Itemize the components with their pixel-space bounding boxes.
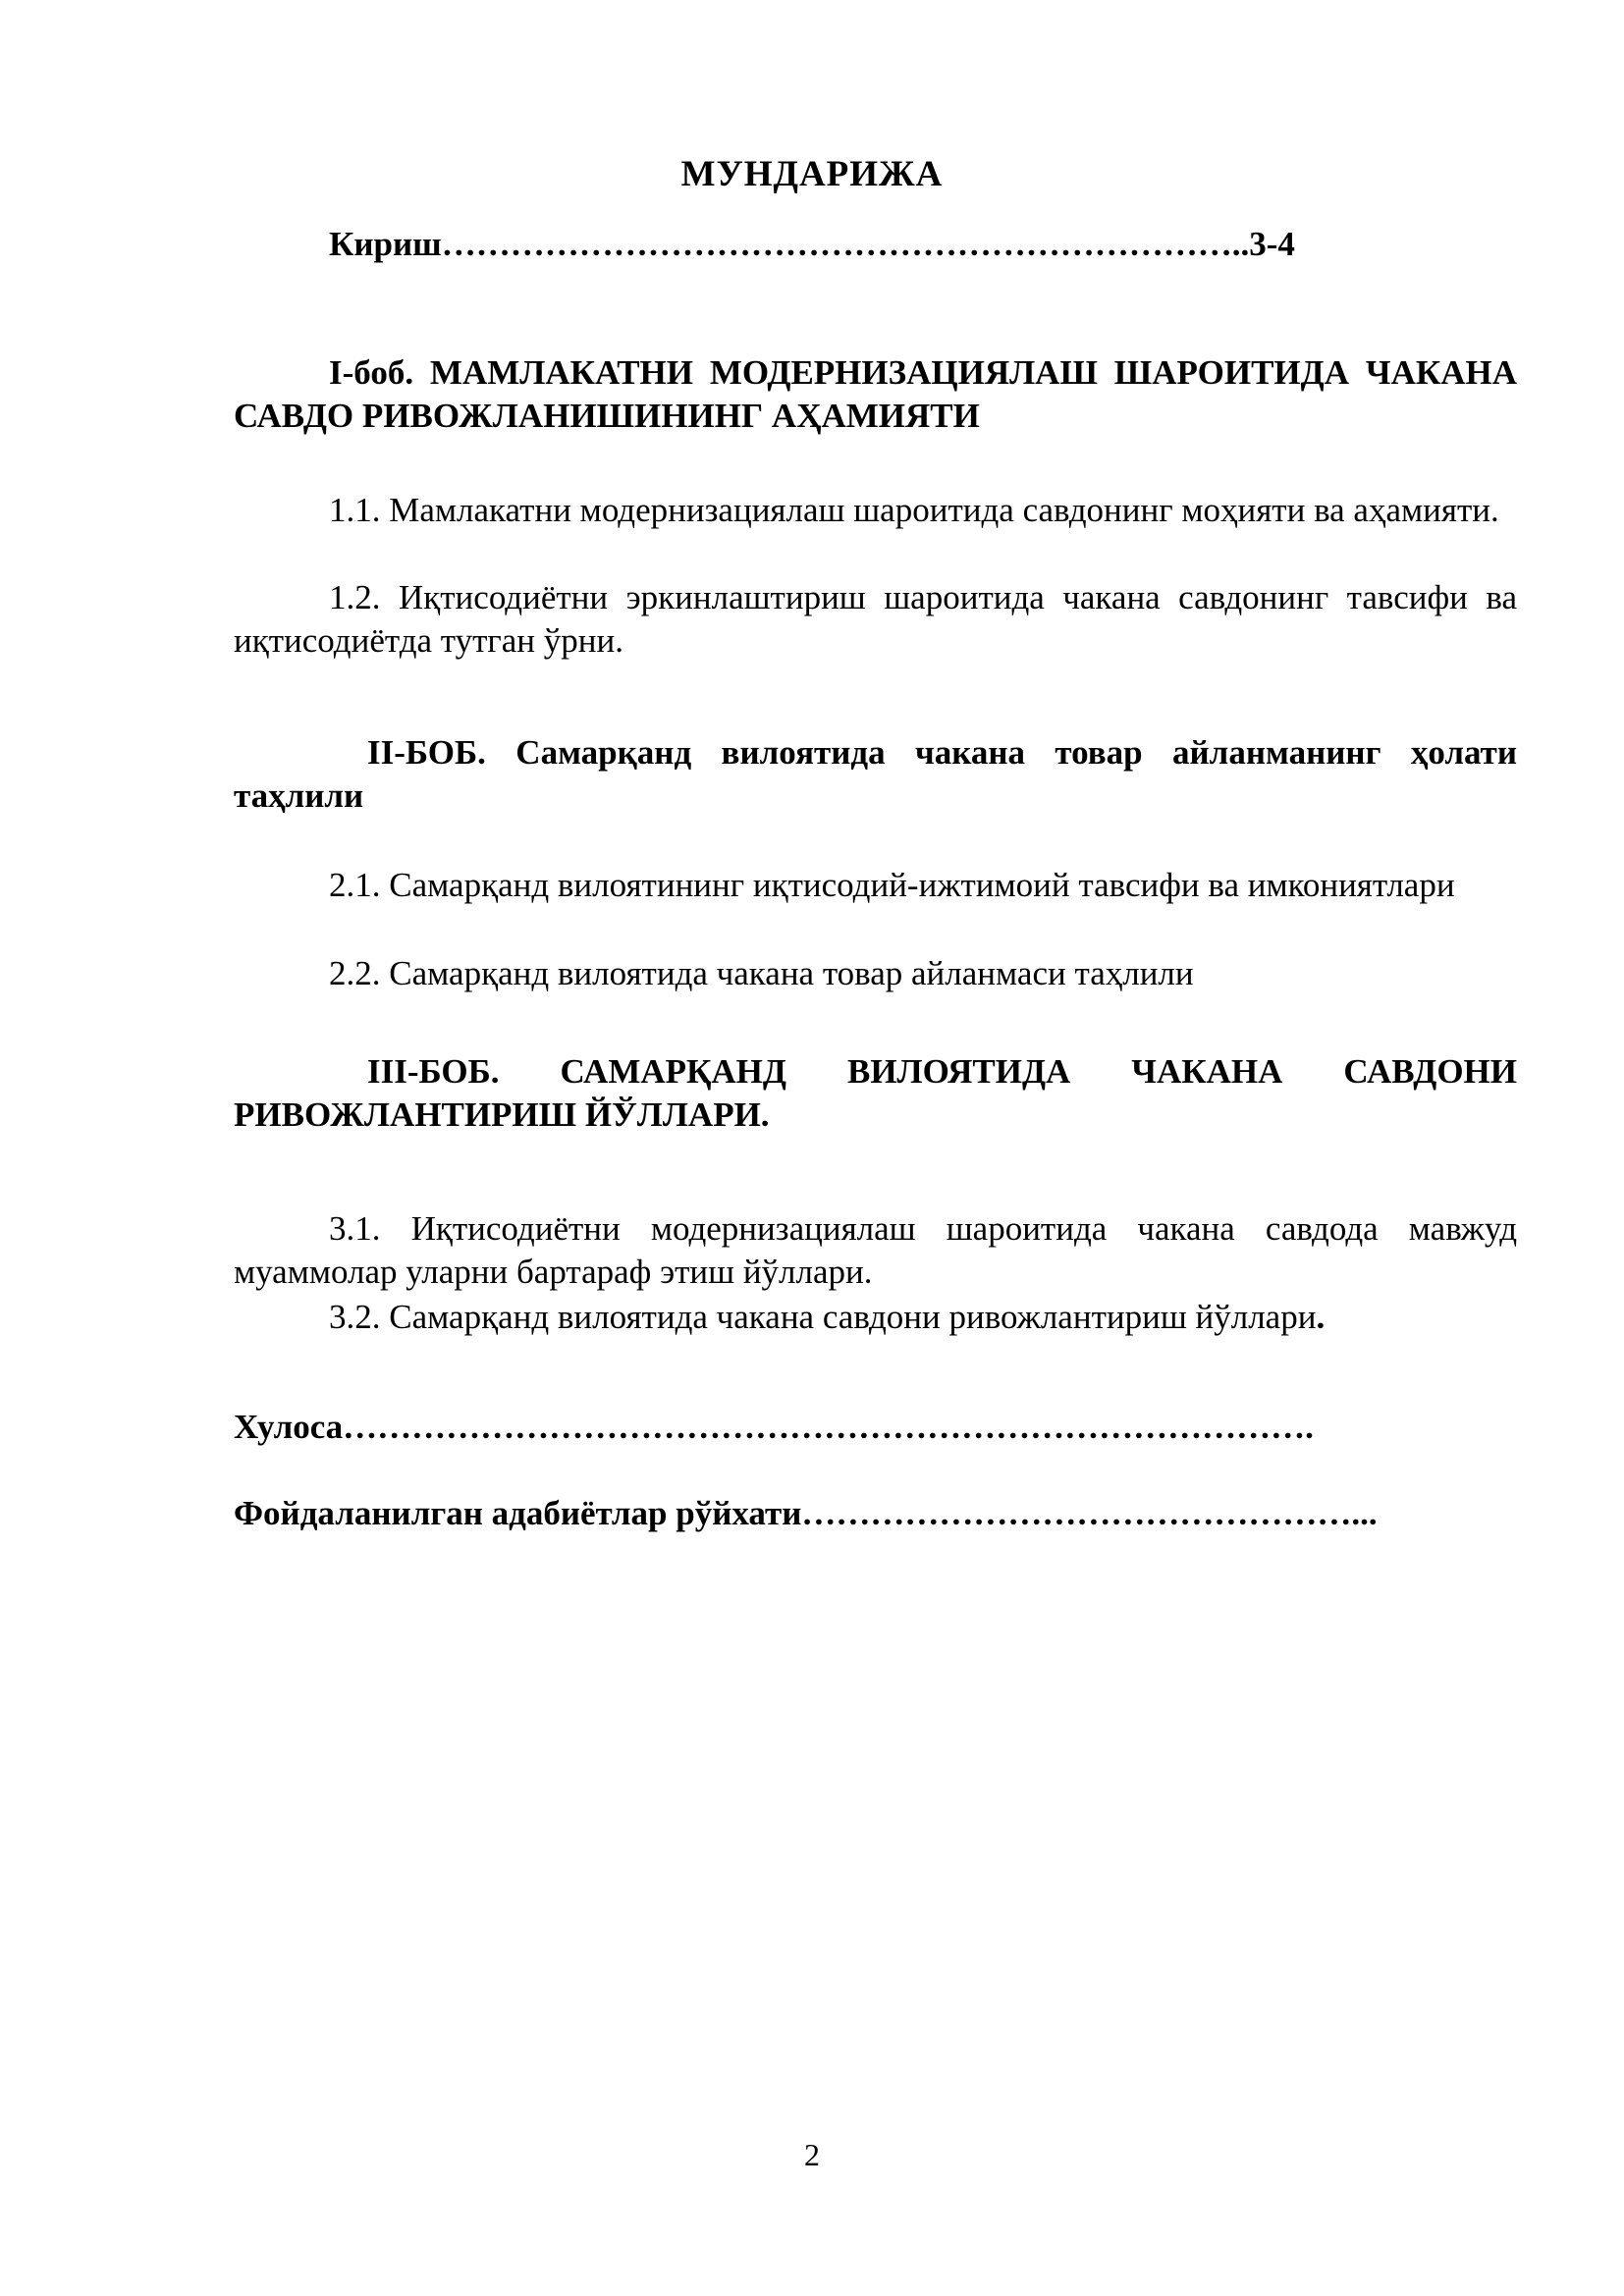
chapter-2-heading: II-БОБ. Самарқанд вилоятида чакана товар айланманинг ҳолати таҳлили — [234, 733, 1517, 815]
page-number: 2 — [804, 2137, 820, 2172]
toc-entry-conclusion — [234, 1406, 1490, 1449]
section-2-1: 2.1. Самарқанд вилоятининг иқтисодий-ижтимоий тавсифи ва имкониятлари — [329, 866, 1455, 904]
section-3-2-text: 3.2. Самарқанд вилоятида чакана савдони ривожлантириш йўллари — [329, 1298, 1317, 1336]
section-1-1: 1.1. Мамлакатни модернизациялаш шароитида савдонинг моҳияти ва аҳамияти. — [329, 491, 1499, 529]
toc-intro-leader: …………………………………………………………….. — [441, 225, 1250, 263]
chapter-1-heading: I-боб. МАМЛАКАТНИ МОДЕРНИЗАЦИЯЛАШ ШАРОИТИДА ЧАКАНА САВДО РИВОЖЛАНИШИНИНГ АҲАМИЯТИ — [234, 353, 1517, 435]
toc-intro-pages: 3-4 — [1249, 225, 1295, 263]
toc-entry-references — [234, 1492, 1520, 1535]
section-3-2 — [329, 1296, 1325, 1339]
section-3-1: 3.1. Иқтисодиётни модернизациялаш шароитида чакана савдода мавжуд муаммолар уларни бартараф этиш йўллари. — [234, 1209, 1517, 1291]
page-title: МУНДАРИЖА — [680, 154, 944, 194]
toc-references-leader: …………………………………………... — [801, 1494, 1378, 1532]
section-1-2: 1.2. Иқтисодиётни эркинлаштириш шароитида чакана савдонинг тавсифи ва иқтисодиётда тутган ўрни. — [234, 578, 1517, 660]
toc-conclusion-label: Хулоса — [234, 1408, 344, 1446]
section-2-2: 2.2. Самарқанд вилоятида чакана товар айланмаси таҳлили — [329, 954, 1194, 992]
chapter-3-heading: III-БОБ. САМАРҚАНД ВИЛОЯТИДА ЧАКАНА САВДОНИ РИВОЖЛАНТИРИШ ЙЎЛЛАРИ. — [234, 1052, 1517, 1134]
toc-entry-intro — [329, 223, 1488, 266]
section-3-2-end: . — [1316, 1298, 1326, 1336]
toc-intro-label: Кириш — [329, 225, 442, 263]
toc-conclusion-leader: …………………………………………………………………………. — [343, 1408, 1314, 1446]
toc-references-label: Фойдаланилган адабиётлар рўйхати — [234, 1494, 802, 1532]
